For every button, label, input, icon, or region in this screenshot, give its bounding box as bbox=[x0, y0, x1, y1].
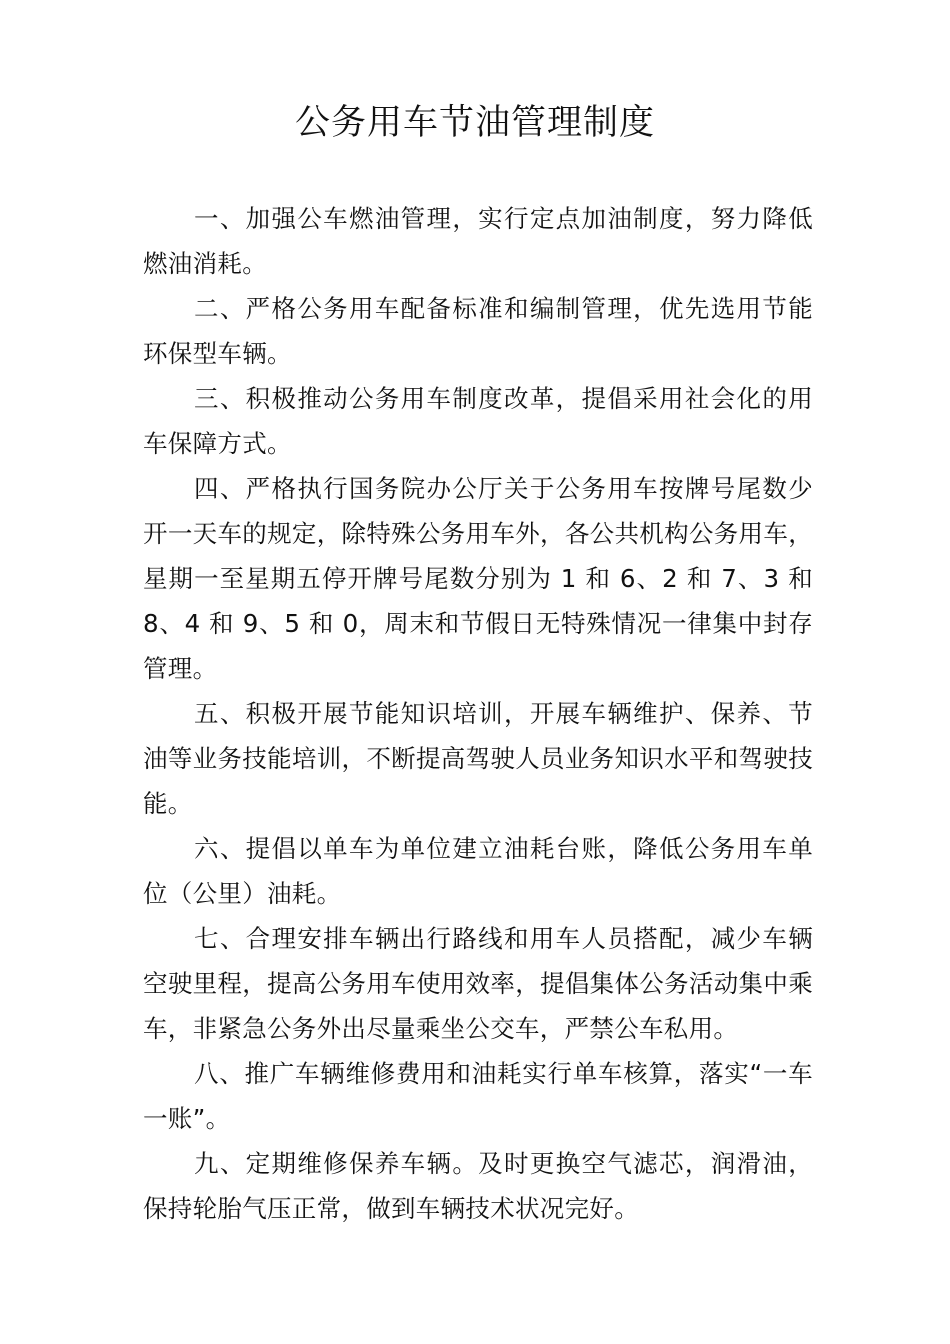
clause-7: 七、合理安排车辆出行路线和用车人员搭配，减少车辆空驶里程，提高公务用车使用效率，提倡集体公务活动集中乘车，非紧急公务外出尽量乘坐公交车，严禁公车私用。 bbox=[143, 924, 813, 1043]
clause-6: 六、提倡以单车为单位建立油耗台账，降低公务用车单位（公里）油耗。 bbox=[143, 834, 813, 908]
document-title: 公务用车节油管理制度 bbox=[294, 103, 655, 143]
clause-3: 三、积极推动公务用车制度改革，提倡采用社会化的用车保障方式。 bbox=[143, 384, 813, 458]
clause-4: 四、严格执行国务院办公厅关于公务用车按牌号尾数少开一天车的规定，除特殊公务用车外，各公共机构公务用车，星期一至星期五停开牌号尾数分别为 1 和 6、2 和 7、3 和 8、4 和 9、5 和 0，周末和节假日无特殊情况一律集中封存管理。 bbox=[143, 474, 813, 683]
clause-8: 八、推广车辆维修费用和油耗实行单车核算，落实“一车一账”。 bbox=[143, 1059, 813, 1133]
clause-5: 五、积极开展节能知识培训，开展车辆维护、保养、节油等业务技能培训，不断提高驾驶人员业务知识水平和驾驶技能。 bbox=[143, 699, 813, 818]
clause-9: 九、定期维修保养车辆。及时更换空气滤芯，润滑油，保持轮胎气压正常，做到车辆技术状况完好。 bbox=[143, 1149, 813, 1223]
clause-2: 二、严格公务用车配备标准和编制管理，优先选用节能环保型车辆。 bbox=[143, 294, 813, 368]
clause-1: 一、加强公车燃油管理，实行定点加油制度，努力降低燃油消耗。 bbox=[143, 204, 813, 278]
document-body bbox=[143, 196, 813, 1231]
